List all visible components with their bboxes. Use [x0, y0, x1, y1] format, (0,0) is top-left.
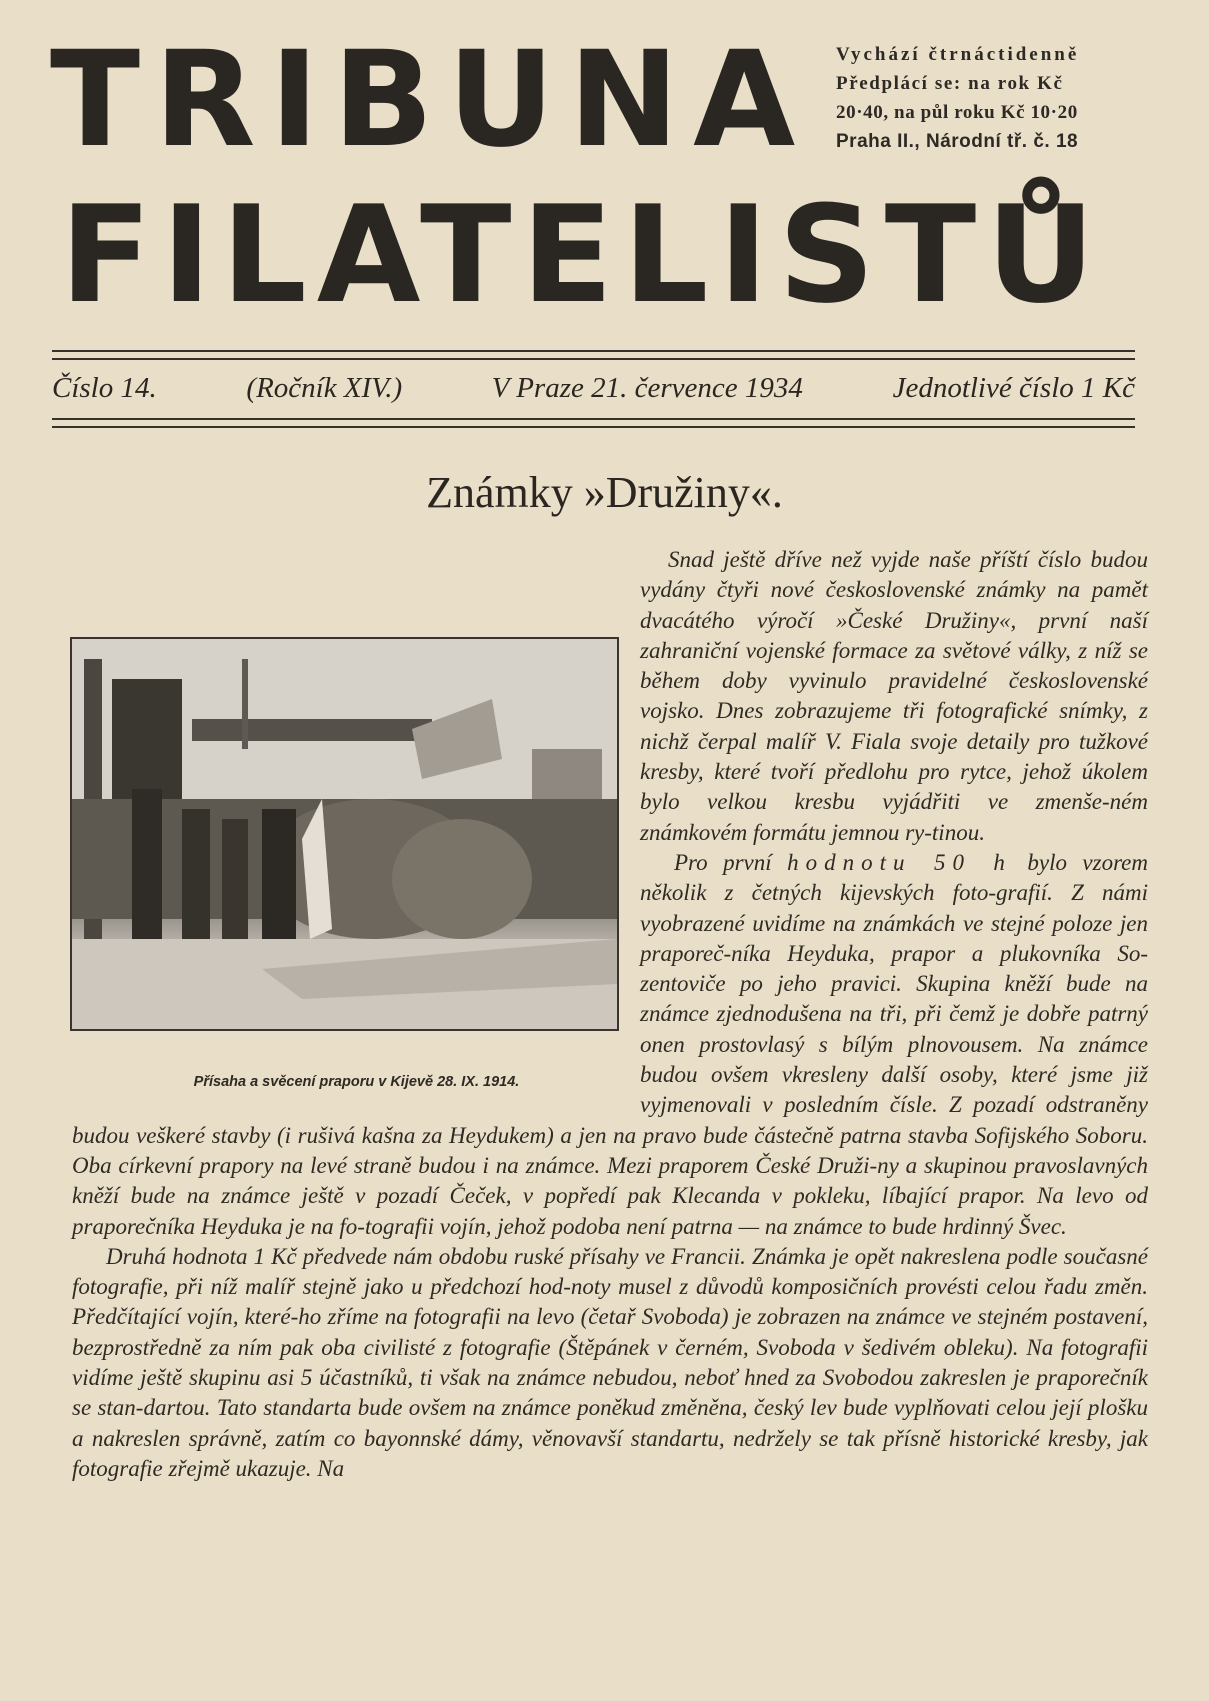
address-text: Praha II., Národní tř. č. 18 — [836, 131, 1079, 152]
issue-price: Jednotlivé číslo 1 Kč — [892, 372, 1135, 404]
paragraph-1-text: Snad ještě dříve než vyjde naše příští číslo budou vydány čtyři nové československé známky na pamět dvacátého výročí »České Družiny«, první naší zahraniční vojenské formace za světové války, z níž se během doby vyvinulo pravidelné československé vojsko. Dnes zobrazujeme tři fotografické snímky, z nichž čerpal malíř V. Fiala svoje detaily pro tužkové kresby, které tvoří předlohu pro rytce, jehož úkolem bylo velkou kresbu vyjádřiti ve zmenše-ném známkovém formátu jemnou ry-tinou. — [640, 547, 1148, 845]
article-headline: Známky »Družiny«. — [426, 468, 783, 517]
article-body — [72, 545, 1148, 1484]
issue-rule-bottom-2 — [52, 426, 1135, 428]
issue-line — [52, 372, 1135, 405]
masthead-subscription-info — [836, 40, 1166, 156]
paragraph-2-lead: Pro první — [674, 849, 772, 875]
paragraph-3-text: Druhá hodnota 1 Kč předvede nám obdobu ruské přísahy ve Francii. Známka je opět nakreslena podle současné fotografie, při níž malíř stejně jako u předchozí hod-noty musel z důvodů komposičních provésti celou řadu změn. Předčítající vojín, které-ho zříme na fotografii na levo (četař Svoboda) je zobrazen na známce ve stejném postavení, bezprostředně za ním pak oba civilisté z fotografie (Štěpánek v černém, Svoboda v šedivém obleku). Na fotografii vidíme ještě skupinu asi 5 účastníků, ti však na známce nebudou, neboť hned za Svobodou zakreslen je praporečník se stan-dartou. Tato standarta bude ovšem na známce poněkud změněna, český lev bude vyplňovati celou její plošku a nakreslen správně, zatím co bayonnské dámy, věnovavší standartu, nedržely se tak přísně historické kresby, jak fotografie zřejmě ukazuje. Na — [72, 1243, 1148, 1481]
price-text: 20·40, na půl roku Kč 10·20 — [836, 102, 1078, 123]
paragraph-2-value: hodnotu 50 h — [787, 849, 1012, 875]
issue-number: Číslo 14. — [52, 372, 157, 404]
photo-caption: Přísaha a svěcení praporu v Kijevě 28. IX. 1914. — [193, 1074, 520, 1090]
issue-date: V Praze 21. července 1934 — [491, 372, 803, 404]
masthead-rule-top — [52, 350, 1135, 352]
masthead-rule-top-2 — [52, 358, 1135, 360]
ceremony-photo — [70, 637, 619, 1031]
photo-figure — [70, 637, 630, 1105]
frequency-text: Vychází čtrnáctidenně — [836, 44, 1080, 65]
masthead-title-line1: TRIBUNA — [50, 23, 810, 177]
masthead-title-line2: FILATELISTŮ — [60, 177, 1105, 333]
issue-volume: (Ročník XIV.) — [246, 372, 403, 404]
paragraph-3 — [72, 1242, 1148, 1484]
issue-rule-bottom — [52, 418, 1135, 420]
paragraph-2-text: bylo vzorem několik z četných kijevských foto-grafií. Z námi vyobrazené uvidíme na známkách ve stejné poloze jen praporeč-níka Heyduka, prapor a plukovníka So-zentoviče po jeho pravici. Skupina kněží bude na známce zjednodušena na tři, při čemž je dobře patrný onen prostovlasý s bílým plnovousem. Na známce budou ovšem vkresleny další osoby, které jsme již vyjmenovali v posledním čísle. Z pozadí odstraněny budou veškeré stavby (i rušivá kašna za Heydukem) a jen na pravo bude částečně patrna stavba Sofijského Soboru. Oba církevní prapory na levé straně budou i na známce. Mezi praporem České Druži-ny a skupinou pravoslavných kněží bude na známce ještě v pozadí Čeček, v popředí pak Klecanda v pokleku, líbající prapor. Na levo od praporečníka Heyduka je na fo-tografii vojín, jehož podoba není patrna — na známce to bude hrdinný Švec. — [72, 849, 1148, 1239]
subscription-text: Předplácí se: na rok Kč — [836, 73, 1064, 94]
